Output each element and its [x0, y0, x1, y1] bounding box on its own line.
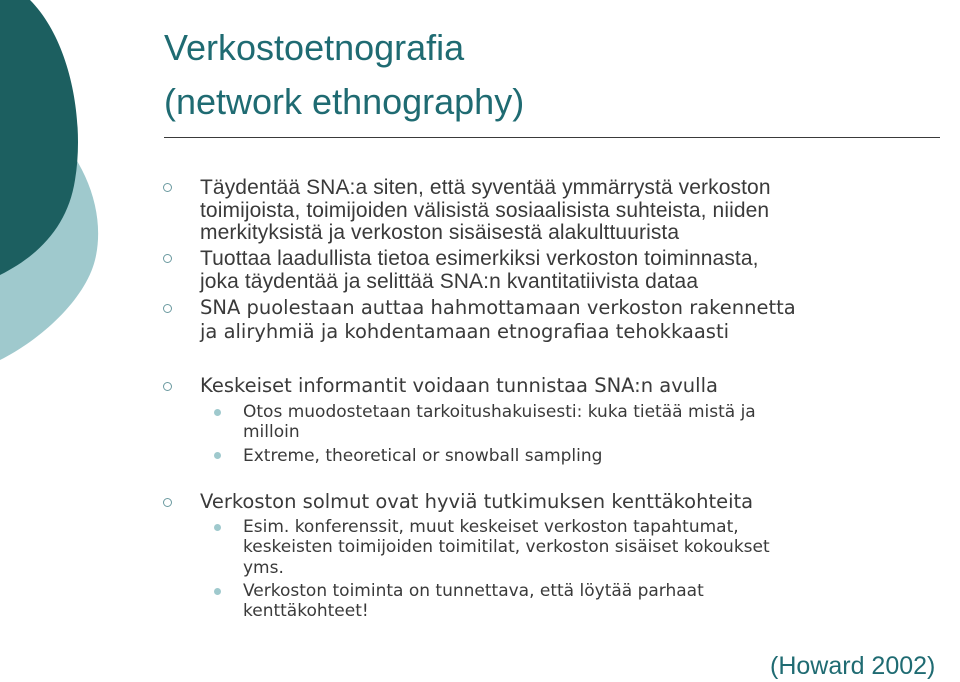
- bullet-5-sub-2-line-1: Verkoston toiminta on tunnettava, että löytää parhaat: [243, 581, 704, 601]
- bullet-marker: [163, 183, 172, 192]
- slide-title-line1: Verkostoetnografia: [164, 27, 465, 68]
- bullet-marker: [163, 304, 172, 313]
- bullet-4-sub-1-line-1: Otos muodostetaan tarkoitushakuisesti: kuka tietää mistä ja: [243, 402, 756, 422]
- sub-bullet-marker: [214, 588, 221, 595]
- bullet-1-line-2: toimijoista, toimijoiden välisistä sosiaalisista suhteista, niiden: [200, 199, 770, 222]
- bullet-marker: [163, 382, 172, 391]
- bullet-5-line-1: Verkoston solmut ovat hyviä tutkimuksen kenttäkohteita: [200, 490, 754, 513]
- bullet-5-sub-1-line-3: yms.: [243, 558, 284, 578]
- bullet-4-sub-1-line-2: milloin: [243, 422, 300, 442]
- bullet-2-line-2: joka täydentää ja selittää SNA:n kvantitatiivista dataa: [200, 270, 699, 293]
- slide-title-line2: (network ethnography): [164, 81, 525, 122]
- citation: (Howard 2002): [770, 652, 936, 680]
- bullet-1-line-3: merkityksistä ja verkoston sisäisestä alakulttuurista: [200, 221, 680, 244]
- sub-bullet-marker: [214, 524, 221, 531]
- bullet-marker: [163, 254, 172, 263]
- bullet-4-sub-2-line-1: Extreme, theoretical or snowball sampling: [243, 446, 603, 466]
- bullet-3-line-1: SNA puolestaan auttaa hahmottamaan verkoston rakennetta: [200, 296, 796, 319]
- bullet-1-line-1: Täydentää SNA:a siten, että syventää ymmärrystä verkoston: [200, 176, 771, 199]
- title-divider: [164, 137, 940, 138]
- bullet-3-line-2: ja aliryhmiä ja kohdentamaan etnografiaa tehokkaasti: [200, 320, 730, 343]
- bullet-5-sub-1-line-1: Esim. konferenssit, muut keskeiset verkoston tapahtumat,: [243, 517, 739, 537]
- sub-bullet-marker: [214, 409, 221, 416]
- decorative-teal-shapes: [0, 0, 110, 360]
- bullet-4-line-1: Keskeiset informantit voidaan tunnistaa SNA:n avulla: [200, 374, 718, 397]
- sub-bullet-marker: [214, 452, 221, 459]
- bullet-5-sub-1-line-2: keskeisten toimijoiden toimitilat, verkoston sisäiset kokoukset: [243, 537, 770, 557]
- bullet-5-sub-2-line-2: kenttäkohteet!: [243, 601, 369, 621]
- bullet-2-line-1: Tuottaa laadullista tietoa esimerkiksi verkoston toiminnasta,: [200, 247, 759, 270]
- bullet-marker: [163, 498, 172, 507]
